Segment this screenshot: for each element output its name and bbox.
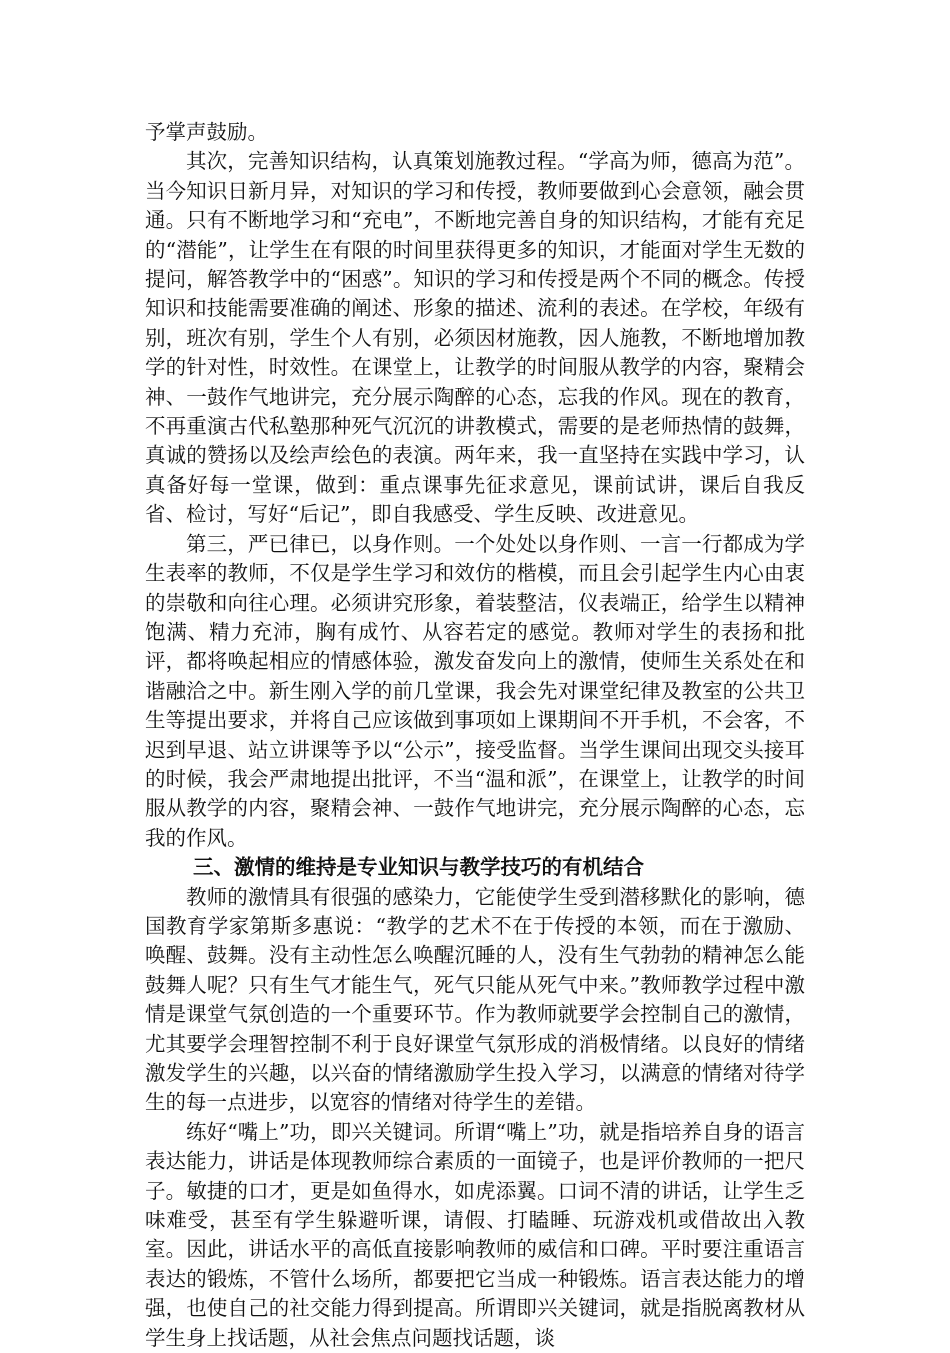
document-page — [145, 118, 805, 1353]
paragraph-continuation: 予掌声鼓励。 — [145, 120, 268, 144]
paragraph-speaking-skills: 练好“嘴上”功，即兴关键词。所谓“嘴上”功，就是指培养自身的语言表达能力，讲话是体现教师综合素质的一面镜子，也是评价教师的一把尺子。敏捷的口才，更是如鱼得水，如虎添翼。口词不清的讲话，让学生乏味难受，甚至有学生躲避听课，请假、打瞌睡、玩游戏机或借故出入教室。因此，讲话水平的高低直接影响教师的威信和口碑。平时要注重语言表达的锻炼，不管什么场所，都要把它当成一种锻炼。语言表达能力的增强，也使自己的社交能力得到提高。所谓即兴关键词，就是指脱离教材从学生身上找话题，从社会焦点问题找话题，谈 — [145, 1119, 805, 1350]
section-heading: 三、激情的维持是专业知识与教学技巧的有机结合 — [193, 855, 644, 880]
paragraph-teacher-passion: 教师的激情具有很强的感染力，它能使学生受到潜移默化的影响，德国教育学家第斯多惠说：“教学的艺术不在于传授的本领，而在于激励、唤醒、鼓舞。没有主动性怎么唤醒沉睡的人，没有生气勃勃的精神怎么能鼓舞人呢？只有生气才能生气，死气只能从死气中来。”教师教学过程中激情是课堂气氛创造的一个重要环节。作为教师就要学会控制自己的激情，尤其要学会理智控制不利于良好课堂气氛形成的消极情绪。以良好的情绪激发学生的兴趣，以兴奋的情绪激励学生投入学习，以满意的情绪对待学生的每一点进步，以宽容的情绪对待学生的差错。 — [145, 884, 805, 1115]
paragraph-knowledge-structure: 其次，完善知识结构，认真策划施教过程。“学高为师，德高为范”。当今知识日新月异，对知识的学习和传授，教师要做到心会意领，融会贯通。只有不断地学习和“充电”，不断地完善自身的知识结构，才能有充足的“潜能”，让学生在有限的时间里获得更多的知识，才能面对学生无数的提问，解答教学中的“困惑”。知识的学习和传授是两个不同的概念。传授知识和技能需要准确的阐述、形象的描述、流利的表述。在学校，年级有别，班次有别，学生个人有别，必须因材施教，因人施教，不断地增加教学的针对性，时效性。在课堂上，让教学的时间服从教学的内容，聚精会神、一鼓作气地讲完，充分展示陶醉的心态，忘我的作风。现在的教育，不再重演古代私塾那种死气沉沉的讲教模式，需要的是老师热情的鼓舞，真诚的赞扬以及绘声绘色的表演。两年来，我一直坚持在实践中学习，认真备好每一堂课，做到：重点课事先征求意见，课前试讲，课后自我反省、检讨，写好“后记”，即自我感受、学生反映、改进意见。 — [145, 149, 805, 527]
paragraph-lead-by-example: 第三，严已律已，以身作则。一个处处以身作则、一言一行都成为学生表率的教师，不仅是学生学习和效仿的楷模，而且会引起学生内心由衷的崇敬和向往心理。必须讲究形象，着装整洁，仪表端正，给学生以精神饱满、精力充沛，胸有成竹、从容若定的感觉。教师对学生的表扬和批评，都将唤起相应的情感体验，激发奋发向上的激情，使师生关系处在和谐融洽之中。新生刚入学的前几堂课，我会先对课堂纪律及教室的公共卫生等提出要求，并将自己应该做到事项如上课期间不开手机，不会客，不迟到早退、站立讲课等予以“公示”，接受监督。当学生课间出现交头接耳的时候，我会严肃地提出批评，不当“温和派”，在课堂上，让教学的时间服从教学的内容，聚精会神、一鼓作气地讲完，充分展示陶醉的心态，忘我的作风。 — [145, 531, 805, 850]
